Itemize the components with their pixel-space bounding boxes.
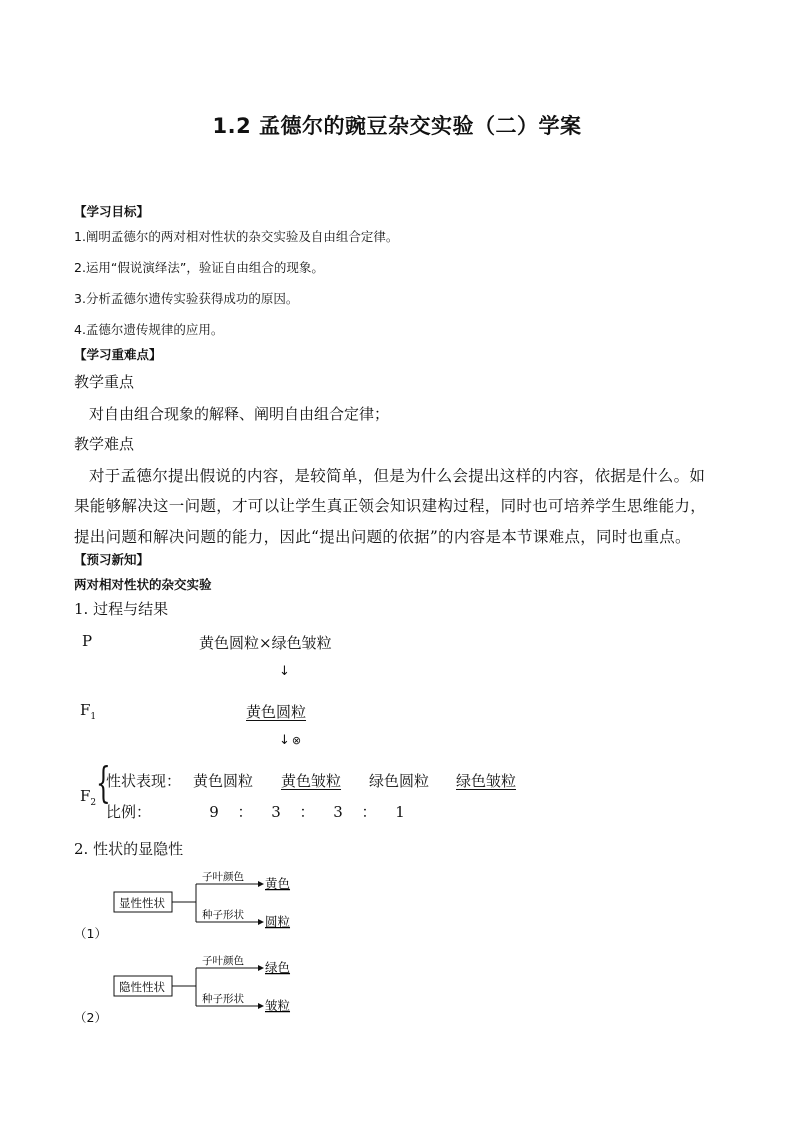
ratio-label: 比例： xyxy=(106,803,152,821)
branch-label: 种子形状 xyxy=(202,909,244,921)
phenotype-label: 性状表现： xyxy=(106,772,182,790)
objective-item: 3.分析孟德尔遗传实验获得成功的原因。 xyxy=(74,291,299,306)
result-label: 黄色 xyxy=(265,876,291,891)
f2-label: $F_2$ xyxy=(80,787,97,808)
f1-label: $F_1$ xyxy=(80,701,97,722)
f1-value: 黄色圆粒 xyxy=(246,703,307,721)
objective-item: 2.运用“假说演绎法”，验证自由组合的现象。 xyxy=(74,260,324,275)
dominant-number: （1） xyxy=(74,926,107,941)
p-generation-label: P xyxy=(82,632,93,650)
objective-item: 4.孟德尔遗传规律的应用。 xyxy=(74,322,224,337)
objectives-heading: 【学习目标】 xyxy=(74,204,150,219)
recessive-box-label: 隐性性状 xyxy=(119,980,165,994)
difficulty-line: 对于孟德尔提出假说的内容，是较简单，但是为什么会提出这样的内容，依据是什么。如 xyxy=(89,467,706,485)
key-points-heading: 【学习重难点】 xyxy=(74,347,162,362)
arrow-right-icon xyxy=(258,881,264,887)
selfing-icon: ⊗ xyxy=(291,734,302,747)
arrow-down-icon: ↓ xyxy=(279,664,290,679)
arrow-right-icon xyxy=(258,919,264,925)
phenotype: 绿色圆粒 xyxy=(369,772,430,790)
recessive-number: （2） xyxy=(74,1010,107,1025)
part1-title: 1. 过程与结果 xyxy=(74,600,169,618)
phenotype: 黄色圆粒 xyxy=(193,772,254,790)
arrow-down-icon: ↓ ⊗ xyxy=(279,733,302,748)
phenotype: 黄色皱粒 xyxy=(281,772,342,790)
branch-label: 子叶颜色 xyxy=(202,871,244,883)
ratio-values: 9 ： 3 ： 3 ： 1 xyxy=(209,803,405,821)
focus-text: 对自由组合现象的解释、阐明自由组合定律； xyxy=(89,405,390,423)
brace: { xyxy=(96,758,111,807)
p-cross: 黄色圆粒×绿色皱粒 xyxy=(199,634,332,652)
phenotype: 绿色皱粒 xyxy=(456,772,517,790)
result-label: 绿色 xyxy=(265,960,291,975)
difficulty-line: 果能够解决这一问题，才可以让学生真正领会知识建构过程，同时也可培养学生思维能力， xyxy=(74,497,707,515)
dominant-box-label: 显性性状 xyxy=(119,896,165,910)
objective-item: 1.阐明孟德尔的两对相对性状的杂交实验及自由组合定律。 xyxy=(74,229,399,244)
arrow-right-icon xyxy=(258,1003,264,1009)
focus-label: 教学重点 xyxy=(74,373,135,391)
dominant-trait-diagram xyxy=(110,866,310,936)
arrow-right-icon xyxy=(258,965,264,971)
result-label: 圆粒 xyxy=(265,914,291,929)
preview-subheading: 两对相对性状的杂交实验 xyxy=(74,577,212,592)
branch-label: 子叶颜色 xyxy=(202,955,244,967)
result-label: 皱粒 xyxy=(265,998,291,1013)
branch-label: 种子形状 xyxy=(202,993,244,1005)
preview-heading: 【预习新知】 xyxy=(74,552,150,567)
part2-title: 2. 性状的显隐性 xyxy=(74,840,184,858)
difficulty-line: 提出问题和解决问题的能力，因此“提出问题的依据”的内容是本节课难点，同时也重点。 xyxy=(74,528,691,546)
page-title: 1.2 孟德尔的豌豆杂交实验（二）学案 xyxy=(212,114,582,138)
difficulty-label: 教学难点 xyxy=(74,435,135,453)
recessive-trait-diagram xyxy=(110,950,310,1020)
